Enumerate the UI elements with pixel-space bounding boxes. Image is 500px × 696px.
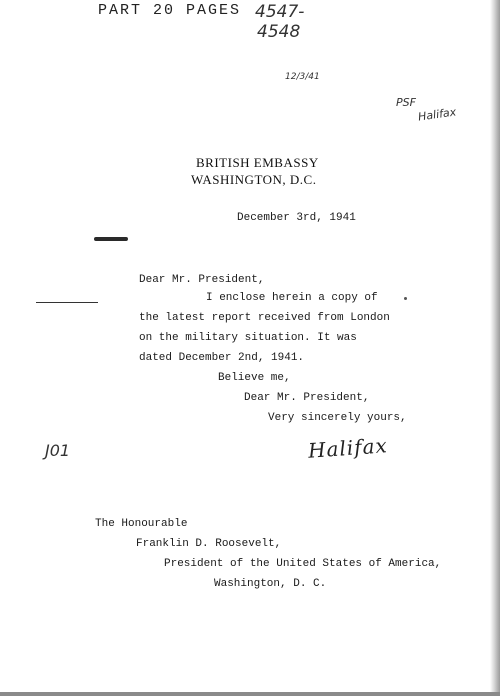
margin-rule (36, 302, 98, 303)
margin-note: J01 (45, 441, 71, 460)
file-note-halifax: Halifax (417, 105, 457, 124)
closing-line-3: Very sincerely yours, (268, 412, 407, 424)
page-range-bottom: 4548 (257, 22, 301, 42)
letterhead-line-1: BRITISH EMBASSY (196, 155, 319, 170)
addressee-line-4: Washington, D. C. (214, 578, 327, 590)
salutation: Dear Mr. President, (139, 274, 265, 286)
page-range-top: 4547- (255, 2, 305, 22)
archive-part-stamp: PART 20 PAGES (98, 2, 242, 19)
closing-line-2: Dear Mr. President, (244, 392, 370, 404)
addressee-line-3: President of the United States of America, (164, 558, 442, 570)
body-line-1: I enclose herein a copy of (206, 292, 378, 304)
page-edge-shadow (490, 0, 500, 696)
body-line-3: on the military situation. It was (139, 332, 357, 344)
letterhead-line-2: WASHINGTON, D.C. (191, 172, 317, 187)
handwritten-date-note: 12/3/41 (285, 72, 320, 82)
addressee-line-1: The Honourable (95, 518, 188, 530)
file-note-psf: PSF (396, 96, 416, 109)
ink-blot (94, 237, 128, 241)
addressee-line-2: Franklin D. Roosevelt, (136, 538, 282, 550)
ink-dot (404, 297, 407, 300)
body-line-4: dated December 2nd, 1941. (139, 352, 305, 364)
body-line-2: the latest report received from London (139, 312, 390, 324)
page-bottom-edge (0, 692, 500, 696)
signature: Halifax (307, 433, 389, 463)
closing-line-1: Believe me, (218, 372, 291, 384)
letter-date: December 3rd, 1941 (237, 212, 356, 224)
